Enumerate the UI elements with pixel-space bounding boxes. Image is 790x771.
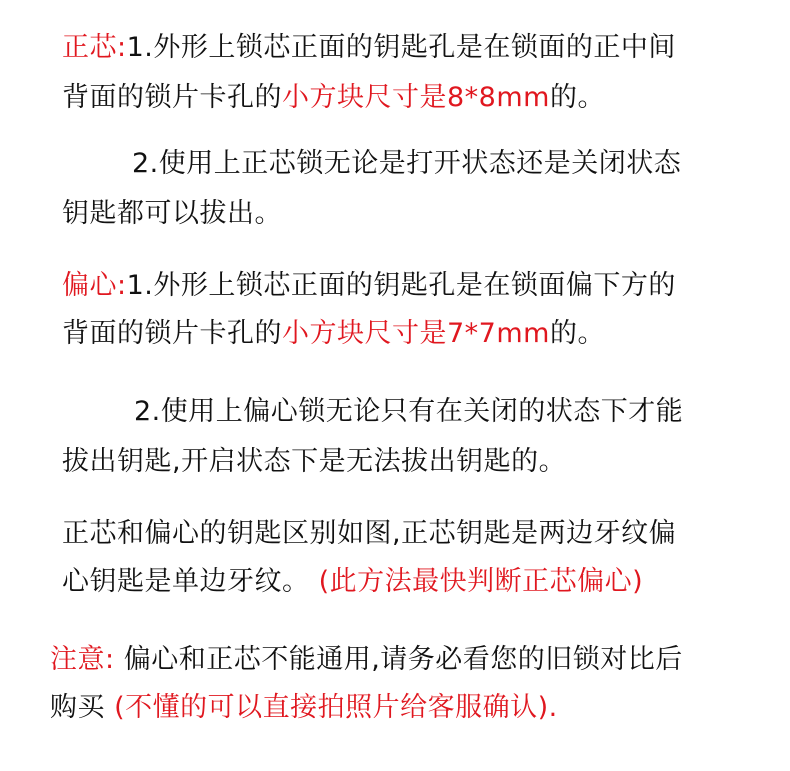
pianxin-label: 偏心 [62, 270, 117, 301]
difference-line1 [62, 516, 676, 552]
notice-text-2: 购买 [50, 692, 105, 723]
zhengxin-para2-text-2: 钥匙都可以拔出。 [62, 198, 282, 229]
zhengxin-size-highlight: 小方块尺寸是8*8mm [282, 82, 550, 113]
pianxin-colon: : [117, 270, 127, 301]
difference-tip: (此方法最快判断正芯偏心) [318, 566, 644, 597]
zhengxin-colon: : [117, 32, 127, 63]
notice-label: 注意: [50, 644, 115, 675]
difference-text-2: 心钥匙是单边牙纹。 [62, 566, 310, 597]
difference-line2 [62, 564, 643, 600]
zhengxin-label: 正芯 [62, 32, 117, 63]
difference-text: 正芯和偏心的钥匙区别如图,正芯钥匙是两边牙纹偏 [62, 518, 677, 549]
pianxin-para1-line2-c: 的。 [549, 318, 605, 349]
zhengxin-para1-line2 [62, 80, 605, 116]
pianxin-para1-line2-a: 背面的锁片卡孔的 [62, 318, 282, 349]
notice-text: 偏心和正芯不能通用,请务必看您的旧锁对比后 [123, 644, 683, 675]
zhengxin-para2-line1 [132, 146, 681, 182]
pianxin-size-highlight: 小方块尺寸是7*7mm [282, 318, 550, 349]
notice-line1 [50, 642, 683, 678]
notice-tip: (不懂的可以直接拍照片给客服确认). [114, 692, 558, 723]
zhengxin-para1-line2-c: 的。 [549, 82, 605, 113]
pianxin-para2-text-2: 拔出钥匙,开启状态下是无法拔出钥匙的。 [62, 446, 567, 477]
pianxin-para1-line2 [62, 316, 605, 352]
zhengxin-para1-line1 [62, 30, 676, 66]
pianxin-para2-line2 [62, 444, 566, 480]
zhengxin-para2-line2 [62, 196, 282, 232]
notice-line2 [50, 690, 558, 726]
zhengxin-para1-line2-a: 背面的锁片卡孔的 [62, 82, 282, 113]
zhengxin-para1-text: 1.外形上锁芯正面的钥匙孔是在锁面的正中间 [126, 32, 676, 63]
pianxin-para2-line1 [134, 394, 683, 430]
pianxin-para2-text: 2.使用上偏心锁无论只有在关闭的状态下才能 [134, 396, 684, 427]
pianxin-para1-line1 [62, 268, 676, 304]
zhengxin-para2-text: 2.使用上正芯锁无论是打开状态还是关闭状态 [132, 148, 682, 179]
pianxin-para1-text: 1.外形上锁芯正面的钥匙孔是在锁面偏下方的 [126, 270, 676, 301]
